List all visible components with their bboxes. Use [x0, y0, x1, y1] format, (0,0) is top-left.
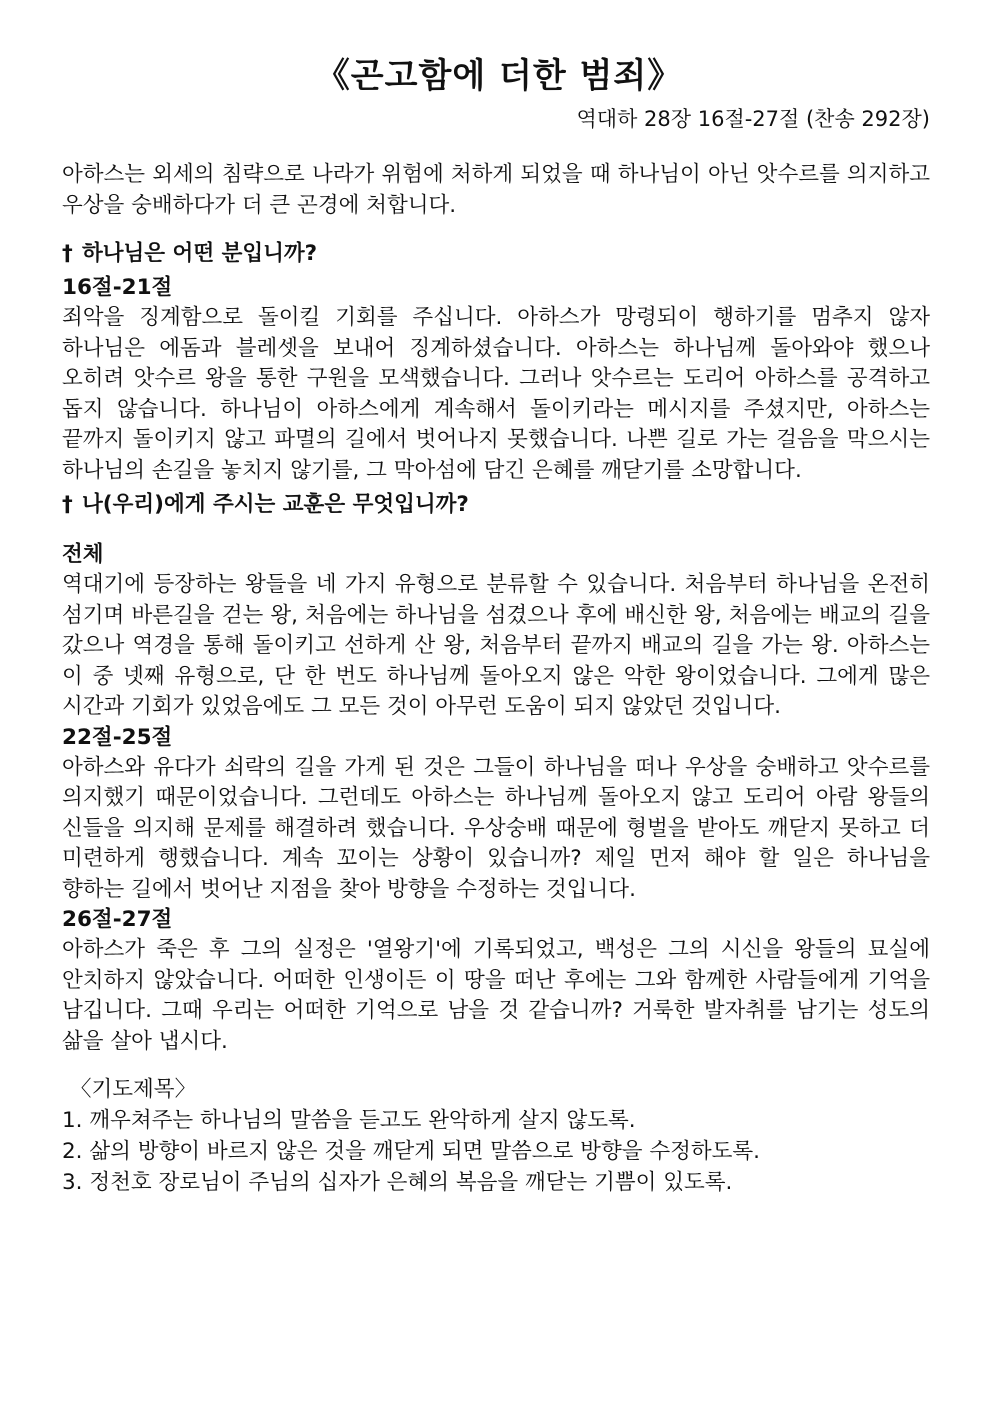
whole-body: 역대기에 등장하는 왕들을 네 가지 유형으로 분류할 수 있습니다. 처음부터 하나님을 온전히 섬기며 바른길을 걷는 왕, 처음에는 하나님을 섬겼으나 후에 배신한 왕, 처음에는 배교의 길을 갔으나 역경을 통해 돌이키고 선하게 산 왕, 처음부터 끝까지 배교의 길을 가는 왕. 아하스는 이 중 넷째 유형으로, 단 한 번도 하나님께 돌아오지 않은 악한 왕이었습니다. 그에게 많은 시간과 기회가 있었음에도 그 모든 것이 아무런 도움이 되지 않았던 것입니다. — [62, 572, 930, 719]
section-heading-text: 하나님은 어떤 분입니까? — [82, 241, 318, 266]
prayer-item: 3. 정천호 장로님이 주님의 십자가 은혜의 복음을 깨닫는 기쁨이 있도록. — [62, 1170, 733, 1195]
scripture-reference: 역대하 28장 16절-27절 (찬송 292장) — [576, 107, 930, 131]
part2-body: 아하스와 유다가 쇠락의 길을 가게 된 것은 그들이 하나님을 떠나 우상을 숭배하고 앗수르를 의지했기 때문이었습니다. 그런데도 아하스는 하나님께 돌아오지 않고 도리어 아람 왕들의 신들을 의지해 문제를 해결하려 했습니다. 우상숭배 때문에 형벌을 받아도 깨닫지 못하고 더 미련하게 행했습니다. 계속 꼬이는 상황이 있습니까? 제일 먼저 해야 할 일은 하나님을 향하는 길에서 벗어난 지점을 찾아 방향을 수정하는 것입니다. — [62, 754, 930, 902]
prayer-item: 2. 삶의 방향이 바르지 않은 것을 깨닫게 되면 말씀으로 방향을 수정하도록. — [62, 1139, 760, 1164]
prayer-item: 1. 깨우쳐주는 하나님의 말씀을 듣고도 완악하게 살지 않도록. — [62, 1108, 636, 1133]
verse-label-whole: 전체 — [62, 542, 104, 567]
cross-icon: † — [62, 241, 73, 266]
intro-paragraph: 아하스는 외세의 침략으로 나라가 위험에 처하게 되었을 때 하나님이 아닌 앗수르를 의지하고 우상을 숭배하다가 더 큰 곤경에 처합니다. — [62, 162, 930, 218]
section-heading-lesson — [62, 490, 930, 520]
verse-label-16-21: 16절-21절 — [62, 275, 173, 300]
section1-body: 죄악을 징계함으로 돌이킬 기회를 주십니다. 아하스가 망령되이 행하기를 멈추지 않자 하나님은 에돔과 블레셋을 보내어 징계하셨습니다. 아하스는 하나님께 돌아와야 했으나 오히려 앗수르 왕을 통한 구원을 모색했습니다. 그러나 앗수르는 도리어 아하스를 공격하고 돕지 않습니다. 하나님이 아하스에게 계속해서 돌이키라는 메시지를 주셨지만, 아하스는 끝까지 돌이키지 않고 파멸의 길에서 벗어나지 못했습니다. 나쁜 길로 가는 걸음을 막으시는 하나님의 손길을 놓치지 않기를, 그 막아섬에 담긴 은혜를 깨닫기를 소망합니다. — [62, 305, 930, 483]
section-heading-who-is-god — [62, 239, 930, 269]
document-page — [62, 52, 930, 1198]
section-heading-text: 나(우리)에게 주시는 교훈은 무엇입니까? — [82, 492, 469, 517]
prayer-title: 〈기도제목〉 — [70, 1077, 197, 1102]
part3-body: 아하스가 죽은 후 그의 실정은 '열왕기'에 기록되었고, 백성은 그의 시신을 왕들의 묘실에 안치하지 않았습니다. 어떠한 인생이든 이 땅을 떠난 후에는 그와 함께한 사람들에게 기억을 남깁니다. 그때 우리는 어떠한 기억으로 남을 것 같습니까? 거룩한 발자취를 남기는 성도의 삶을 살아 냅시다. — [62, 937, 930, 1054]
verse-label-26-27: 26절-27절 — [62, 907, 173, 932]
document-title: 《곤고함에 더한 범죄》 — [315, 56, 683, 96]
verse-label-22-25: 22절-25절 — [62, 724, 173, 750]
cross-icon: † — [62, 492, 73, 517]
prayer-list — [62, 1105, 930, 1198]
